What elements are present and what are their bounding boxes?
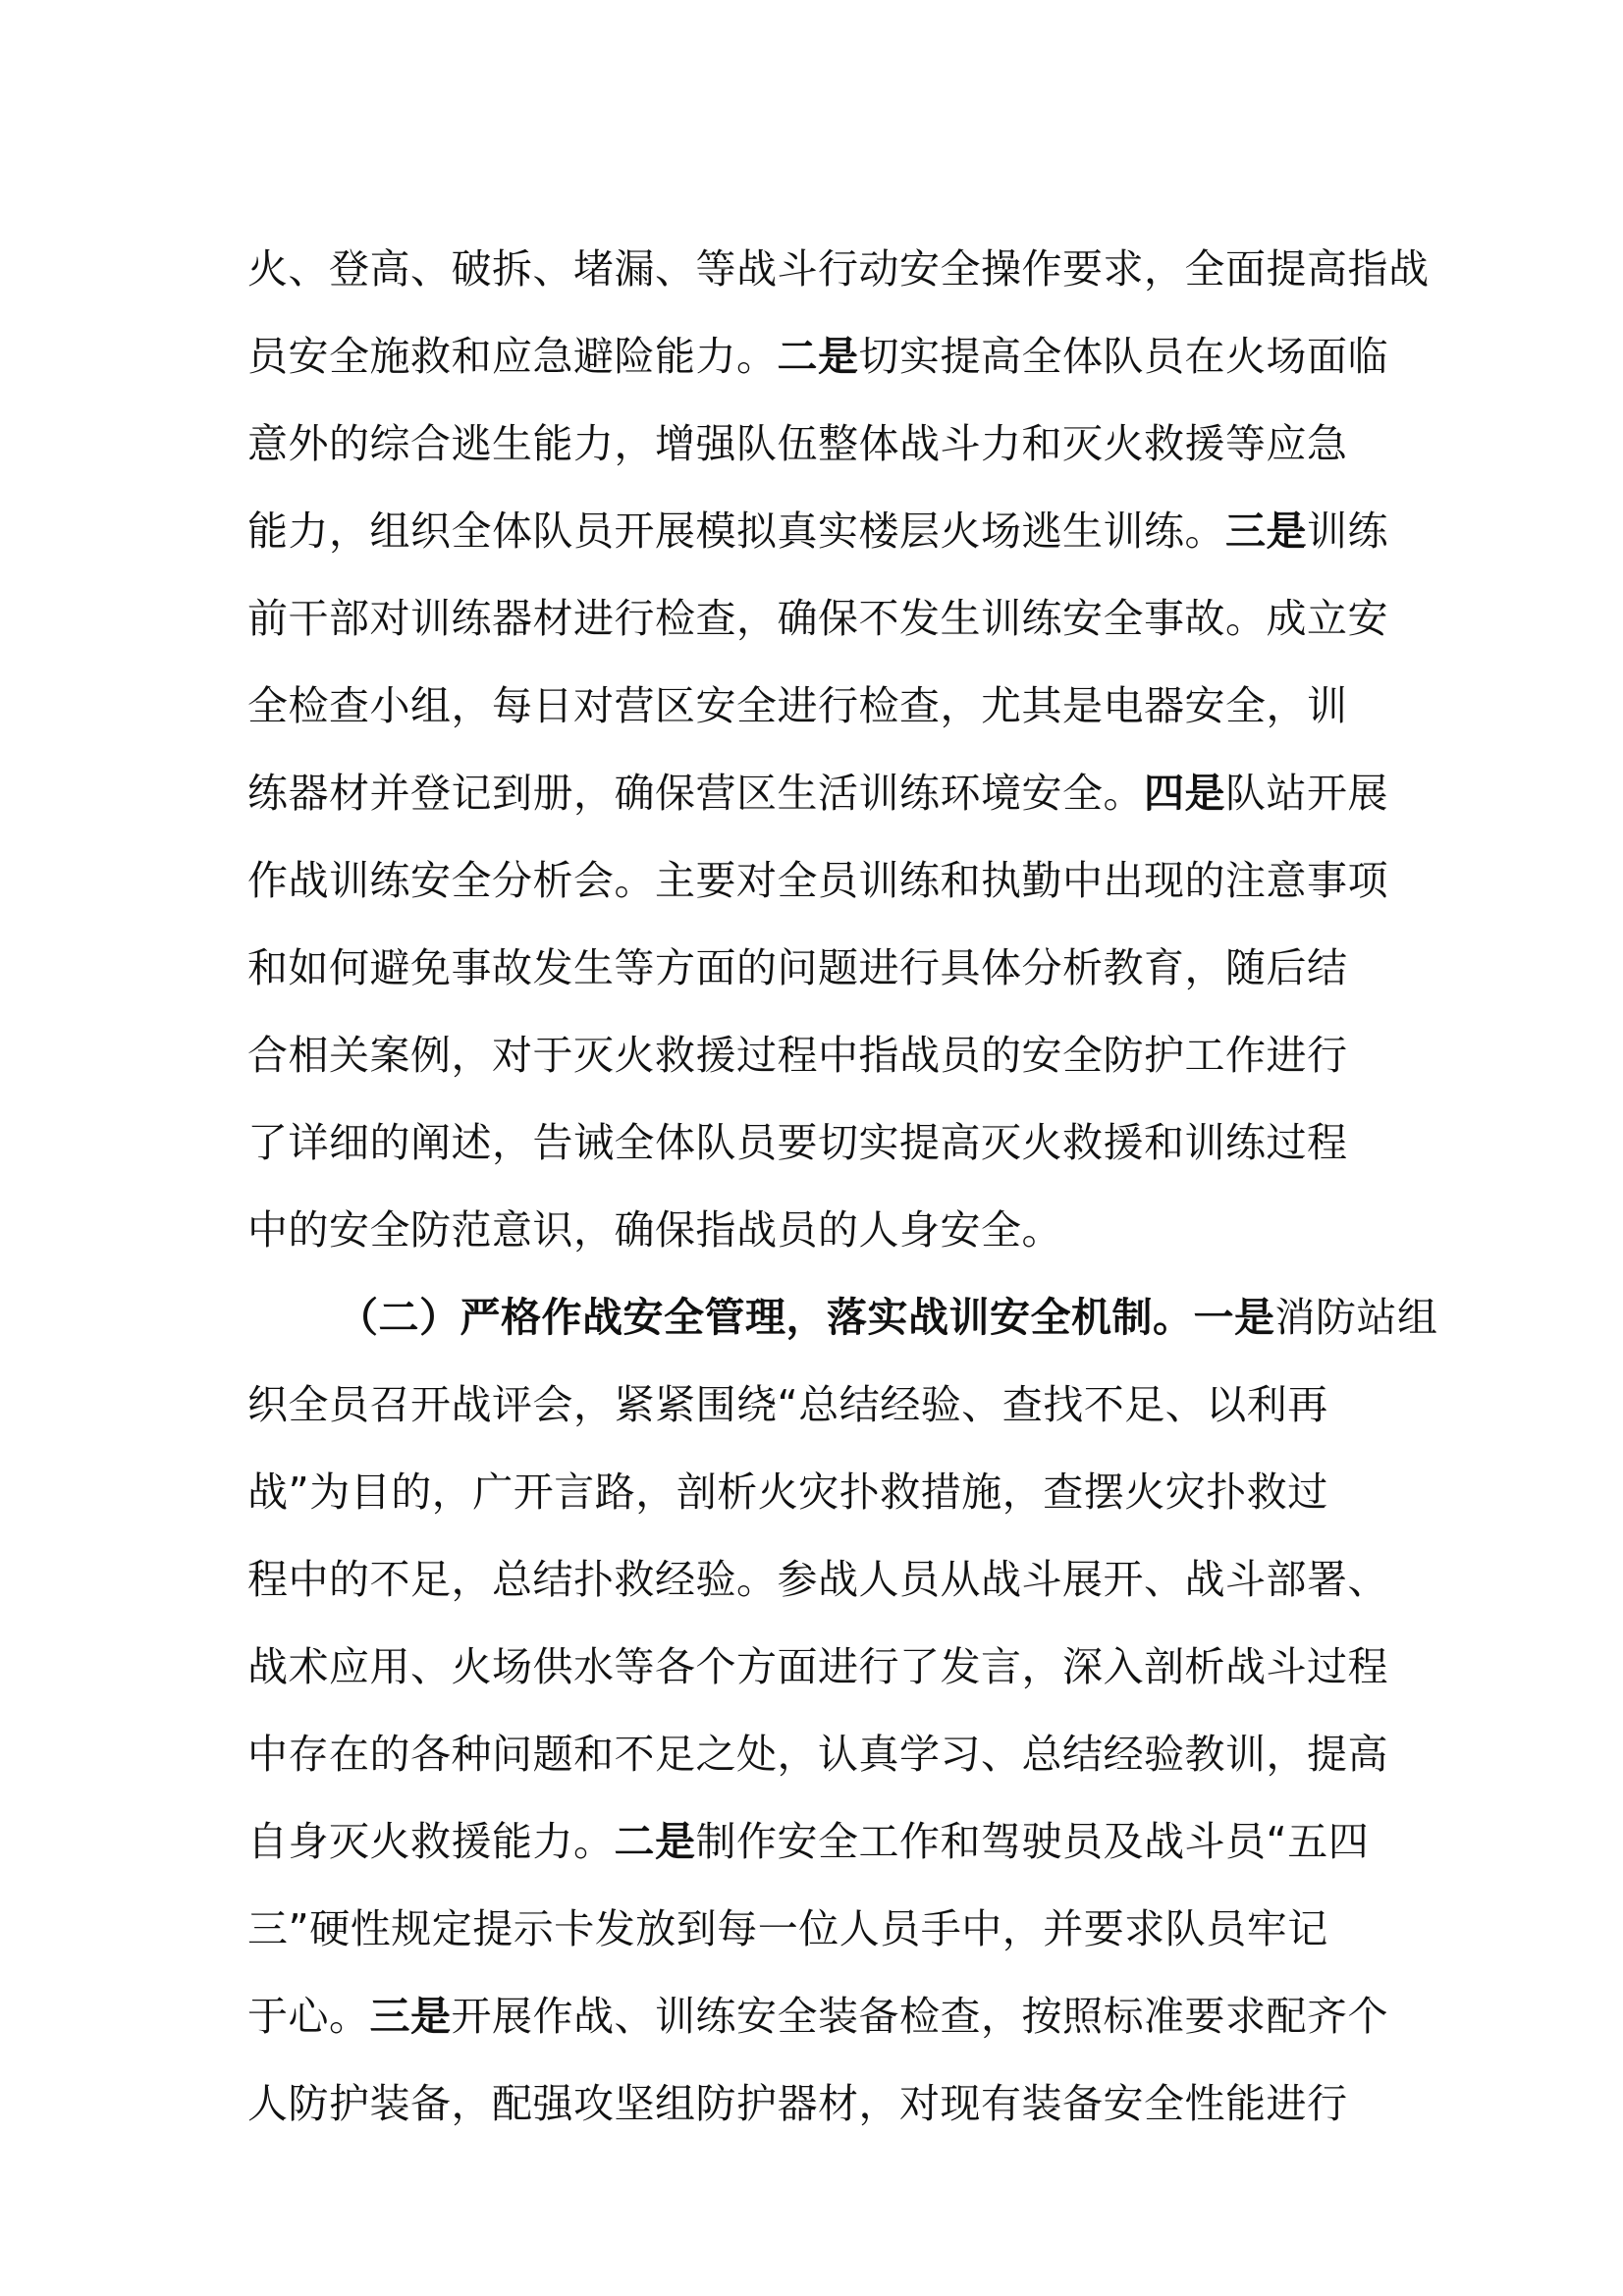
text-line [247, 1798, 1406, 1886]
text-line [247, 488, 1406, 575]
text-line [247, 1187, 1406, 1274]
text-line [247, 2060, 1406, 2148]
text-run: 于心。 [247, 1993, 370, 2040]
text-line [247, 1536, 1406, 1624]
bold-phrase: 三是 [1225, 507, 1307, 555]
text-run: 三”硬性规定提示卡发放到每一位人员手中，并要求队员牢记 [247, 1905, 1328, 1952]
text-run: 意外的综合逃生能力，增强队伍整体战斗力和灭火救援等应急 [247, 420, 1348, 467]
text-run: 人防护装备，配强攻坚组防护器材，对现有装备安全性能进行 [247, 2080, 1348, 2127]
text-line [247, 1449, 1406, 1536]
text-run: 中的安全防范意识，确保指战员的人身安全。 [247, 1206, 1062, 1254]
text-run: 织全员召开战评会，紧紧围绕“总结经验、查找不足、以利再 [247, 1381, 1328, 1428]
text-line [247, 1012, 1406, 1099]
text-line [247, 400, 1406, 488]
text-run: 员安全施救和应急避险能力。 [247, 333, 778, 380]
text-run: 开展作战、训练安全装备检查，按照标准要求配齐个 [451, 1993, 1388, 2040]
text-line [247, 575, 1406, 663]
text-run: 和如何避免事故发生等方面的问题进行具体分析教育，随后结 [247, 944, 1348, 991]
bold-phrase: 二是 [777, 333, 859, 380]
text-run: 全检查小组，每日对营区安全进行检查，尤其是电器安全，训 [247, 682, 1348, 729]
text-line [247, 1362, 1406, 1449]
bold-phrase: 二是 [614, 1818, 696, 1865]
text-run: 训练 [1307, 507, 1388, 555]
text-run: 了详细的阐述，告诫全体队员要切实提高灭火救援和训练过程 [247, 1119, 1348, 1166]
bold-phrase: 三是 [369, 1993, 452, 2040]
text-run: 制作安全工作和驾驶员及战斗员“五四 [695, 1818, 1370, 1865]
text-line [247, 663, 1406, 750]
text-run: 消防站组 [1274, 1294, 1438, 1341]
bold-phrase: 四是 [1144, 770, 1225, 817]
text-run: 切实提高全体队员在火场面临 [858, 333, 1388, 380]
section-heading-line [247, 1274, 1438, 1362]
text-line [247, 1624, 1406, 1711]
text-run: 战”为目的，广开言路，剖析火灾扑救措施，查摆火灾扑救过 [247, 1468, 1328, 1516]
text-run: 练器材并登记到册，确保营区生活训练环境安全。 [247, 770, 1144, 817]
text-run: 战术应用、火场供水等各个方面进行了发言，深入剖析战斗过程 [247, 1643, 1388, 1690]
text-run: 火、登高、破拆、堵漏、等战斗行动安全操作要求，全面提高指战 [247, 245, 1430, 293]
text-run: 队站开展 [1225, 770, 1388, 817]
text-line [247, 313, 1406, 400]
text-line [247, 1711, 1406, 1798]
text-line [247, 1099, 1406, 1187]
text-run: 能力，组织全体队员开展模拟真实楼层火场逃生训练。 [247, 507, 1225, 555]
text-line [247, 1973, 1406, 2060]
text-line [247, 750, 1406, 837]
text-run: 前干部对训练器材进行检查，确保不发生训练安全事故。成立安 [247, 595, 1388, 642]
text-line [247, 837, 1406, 925]
body-text [247, 226, 1438, 2148]
text-run: 合相关案例，对于灭火救援过程中指战员的安全防护工作进行 [247, 1032, 1348, 1079]
text-run: 中存在的各种问题和不足之处，认真学习、总结经验教训，提高 [247, 1731, 1388, 1778]
text-line [247, 226, 1430, 313]
text-run: 作战训练安全分析会。主要对全员训练和执勤中出现的注意事项 [247, 857, 1388, 904]
text-line [247, 1886, 1406, 1973]
text-run: 自身灭火救援能力。 [247, 1818, 615, 1865]
text-run: 程中的不足，总结扑救经验。参战人员从战斗展开、战斗部署、 [247, 1556, 1388, 1603]
bold-phrase: （二）严格作战安全管理，落实战训安全机制。一是 [338, 1294, 1275, 1341]
text-line [247, 925, 1406, 1012]
